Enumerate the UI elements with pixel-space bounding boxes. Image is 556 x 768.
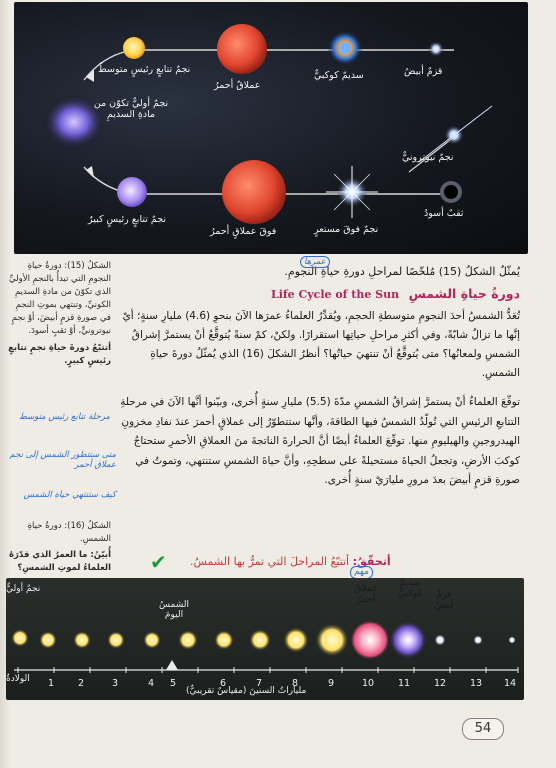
main-text xyxy=(120,262,520,491)
section-title-ar: دورةُ حياةِ الشمسِ xyxy=(408,286,520,301)
arrow-up-icon xyxy=(86,70,94,82)
figure15-caption-text: الشكلُ (15): دورةُ حياةِ النجومِ التي تبدأُ بالنجمِ الأوليِّ الذي تكوّنَ من مادةِ السديمِ الكونيِّ، وتنتهي بموتِ النجمِ في صورةِ قزمٍ أبيضَ، أوْ نجمٍ نيوترونيٍّ، أوْ ثقبٍ أسودَ. xyxy=(8,261,111,336)
figure15-caption xyxy=(6,260,111,368)
black-hole xyxy=(440,181,462,203)
label-planetary-nebula: سديمٌ كوكبيٌّ xyxy=(314,70,364,81)
large-main-sequence-star xyxy=(117,177,147,207)
note-top: عمرها xyxy=(300,256,330,268)
tick-label: 5 xyxy=(170,678,177,689)
tick-label: 2 xyxy=(78,678,85,689)
tick-label: 7 xyxy=(256,678,263,689)
white-dwarf-dot xyxy=(508,636,516,644)
tick-label: 12 xyxy=(434,678,447,689)
tick-label: 11 xyxy=(398,678,411,689)
tick-label: 6 xyxy=(220,678,227,689)
figure16-caption-text: الشكلُ (16): دورةُ حياةِ الشمسِ. xyxy=(27,521,111,544)
note-2: متى ستتطور الشمس إلى نجم عملاق أحمر xyxy=(9,450,116,470)
intro-paragraph: يُمثّلُ الشكلُ (15) مُلخّصًا لمراحلِ دورةِ حياةِ النجومِ. xyxy=(284,265,520,278)
paragraph-1: تُعَدُّ الشمسُ أحدَ النجومِ متوسطةِ الحجمِ، ويُقدِّرُ العلماءُ عمرَها الآنَ بنحوِ (4.6) مليارِ سنةٍ؛ أيْ إنَّها ما تزالُ شابّةً، وفي أكثرِ مراحلِ حياتِها استقرارًا. ولكنْ، كمْ سنةً يُتوقَّعُ أنْ يستمرَّ إشراقُ الشمسِ ولمعانُها؟ متى يُتوقَّعُ أنْ تنتهيَ حياتُها؟ أنظرُ الشكلَ (16) الذي يُمثّلُ دورةَ حياةِ الشمسِ. xyxy=(122,310,520,379)
tick-label: 1 xyxy=(48,678,55,689)
page-number: 54 xyxy=(462,718,504,740)
sun-stage-dot xyxy=(315,623,349,657)
protostar-dot xyxy=(11,629,29,647)
sun-stage-dot xyxy=(39,631,57,649)
tick-label: 3 xyxy=(112,678,119,689)
tick-label: 9 xyxy=(328,678,335,689)
label-black-hole: ثقبٌ أسودُ xyxy=(424,208,464,219)
label-sun-today: الشمسُ اليومَ xyxy=(159,600,189,620)
figure16-caption xyxy=(6,520,111,575)
red-giant-star xyxy=(217,24,267,74)
tick-label: 14 xyxy=(504,678,517,689)
label-planetary-nebula-16: سديمٌ كوكبيٌّ xyxy=(398,578,422,599)
white-dwarf-dot xyxy=(434,634,446,646)
arrow-down-icon xyxy=(86,166,94,178)
sun-stage-dot xyxy=(214,630,234,650)
white-dwarf-dot xyxy=(473,635,483,645)
tick-label: 4 xyxy=(148,678,155,689)
sun-stage-dot xyxy=(107,631,125,649)
star-life-cycle-figure xyxy=(14,2,528,254)
check-icon: ✔ xyxy=(150,550,167,574)
sun-stage-dot xyxy=(73,631,91,649)
note-3: كيف ستنتهي حياة الشمس xyxy=(23,490,116,500)
label-supernova: نجمٌ فوقَ مستعرٍ xyxy=(314,224,379,235)
average-main-sequence-star xyxy=(123,37,145,59)
sun-stage-dot xyxy=(143,631,161,649)
figure16-caption-question: أُبيّنُ: ما العمرُ الذي قدّرَهُ العلماءُ لموتِ الشمسِ؟ xyxy=(9,550,111,573)
label-protostar: نجمٌ أوليٌّ تكوّن من مادةِ السديمِ xyxy=(93,98,169,121)
label-red-giant-16: عملاقٌ أحمرُ xyxy=(354,584,378,605)
label-white-dwarf-16: قزمٌ أبيضُ xyxy=(434,590,454,611)
sun-stage-dot xyxy=(283,627,309,653)
label-large-main-sequence: نجمٌ تتابعٍ رئيسٍ كبيرٌ xyxy=(88,214,166,225)
planetary-nebula-dot xyxy=(389,621,427,659)
sun-today-pointer-icon xyxy=(166,660,178,670)
label-birth: الولادةُ xyxy=(6,674,30,684)
label-average-main-sequence: نجمٌ تتابعٍ رئيسٍ متوسطٌ xyxy=(98,64,191,75)
figure16-note: مهم xyxy=(350,566,373,579)
label-red-giant: عملاقٌ أحمرُ xyxy=(214,80,261,91)
figure15-caption-question: أتتبّعُ دورةَ حياةِ نجمٍ تتابعٍ رئيسٍ كبيرٍ. xyxy=(8,343,111,366)
tick-label: 10 xyxy=(362,678,375,689)
label-white-dwarf: قزمٌ أبيضُ xyxy=(404,66,443,77)
white-dwarf-star xyxy=(428,41,444,57)
axis-title: ملياراتُ السنينَ (مقياسٌ تقريبيٌّ) xyxy=(186,686,307,696)
sun-today-dot xyxy=(178,630,198,650)
red-giant-dot xyxy=(350,620,390,660)
section-heading xyxy=(120,284,520,305)
label-neutron-star: نجمٌ نيوترونيٌّ xyxy=(402,152,454,163)
label-red-supergiant: فوقَ عملاقٍ أحمرُ xyxy=(210,226,277,237)
section-title-en: Life Cycle of the Sun xyxy=(271,288,400,301)
red-supergiant-star xyxy=(222,160,286,224)
label-protostar-16: نجمٌ أوليٌّ xyxy=(6,584,41,594)
verify-text: أتتبّعُ المراحلَ التي تمرُّ بها الشمسُ. xyxy=(190,555,350,568)
note-1: مرحلة تتابع رئيس متوسط xyxy=(19,412,110,422)
supernova-star xyxy=(326,166,378,218)
paragraph-2: توقّعَ العلماءُ أنْ يستمرَّ إشراقُ الشمسِ مدّةَ (5.5) مليارِ سنةٍ أُخرى، وبيّنوا أنَّها الآنَ في مرحلةِ التتابعِ الرئيسِ التي تُولّدُ الشمسُ فيها الطاقةَ، وأنَّها ستتطوّرُ إلى عملاقٍ أحمرَ عندَ نفادِ مخزونِ الهيدروجينِ والهيليومِ منها. توقّعَ العلماءُ أيضًا أنَّ الحرارةَ الناتجةَ منَ العملاقِ الأحمرِ ستحتاجُ كوكبَ الأرضِ، وتجعلُ الحياةَ مستحيلةً على سطحِهِ، وأنَّ حياةَ الشمسِ ستنتهي، وتموتُ في صورةِ قزمٍ أبيضَ بعدَ مرورِ مليارَيْ سنةٍ أُخرى. xyxy=(120,396,520,486)
verify-label: أتحقّقُ: xyxy=(352,555,391,568)
tick-label: 13 xyxy=(470,678,483,689)
sun-stage-dot xyxy=(249,629,271,651)
tick-label: 8 xyxy=(292,678,299,689)
